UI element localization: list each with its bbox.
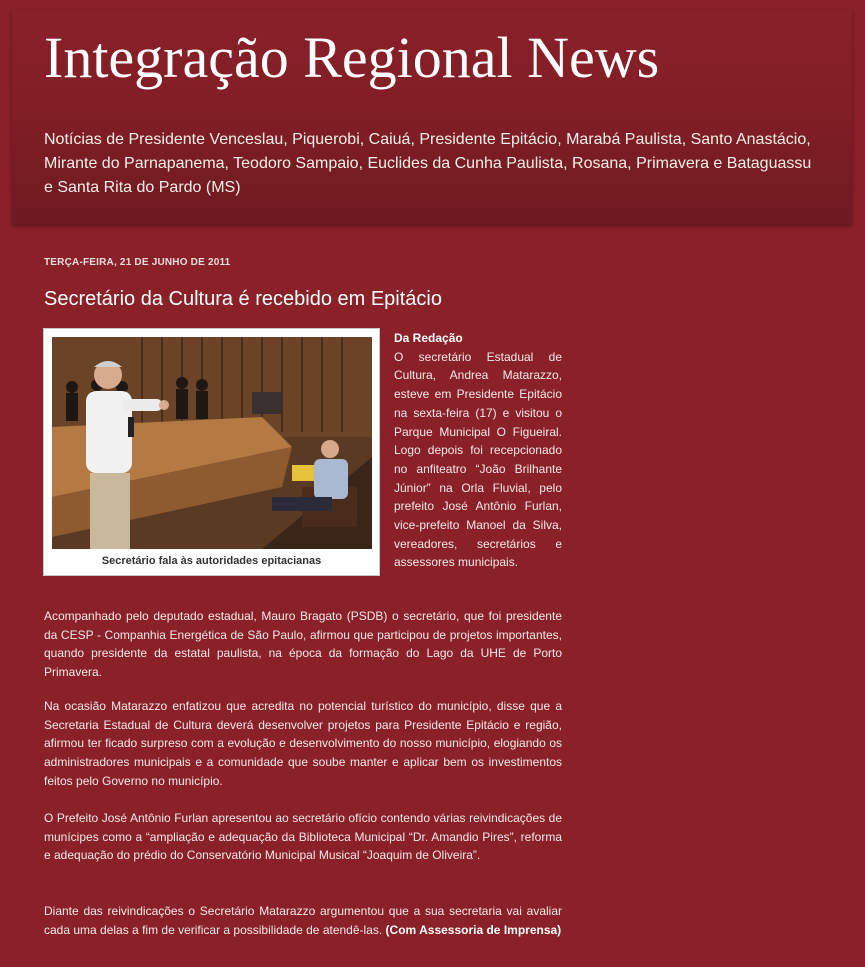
post-paragraph-4 xyxy=(44,902,562,939)
post-credit: (Com Assessoria de Imprensa) xyxy=(385,922,562,937)
post-paragraph-3: O Prefeito José Antônio Furlan apresentou ao secretário ofício contendo várias reivindicações de munícipes como a “ampliação e adequação da Biblioteca Municipal “Dr. Amandio Pires”, reforma e adequação do prédio do Conservatório Municipal Musical “Joaquim de Oliveira”. xyxy=(44,811,562,863)
blog-header xyxy=(12,10,852,224)
post-paragraph-1: Acompanhado pelo deputado estadual, Mauro Bragato (PSDB) o secretário, que foi presidente da CESP - Companhia Energética de São Paulo, afirmou que participou de projetos importantes, quando presidente da estatal paulista, na época da formação do Lago da UHE de Porto Primavera. xyxy=(44,609,562,680)
photo-illustration xyxy=(52,337,372,549)
photo-caption: Secretário fala às autoridades epitacianas xyxy=(101,555,322,567)
post-intro xyxy=(394,329,562,572)
post-paragraph-4-text: Diante das reivindicações o Secretário Matarazzo argumentou que a sua secretaria vai avaliar cada uma delas a fim de verificar a possibilidade de atendê-las. xyxy=(44,904,562,937)
post-lead: Da Redação xyxy=(394,331,463,345)
post-intro-text: O secretário Estadual de Cultura, Andrea Matarazzo, esteve em Presidente Epitácio na sexta-feira (17) e visitou o Parque Municipal O Figueiral. Logo depois foi recepcionado no anfiteatro “João Brilhante Júnior” na Orla Fluvial, pelo prefeito José Antônio Furlan, vice-prefeito Manoel da Silva, vereadores, secretários e assessores municipais. xyxy=(394,349,562,570)
post-photo[interactable] xyxy=(52,337,372,549)
post-date: TERÇA-FEIRA, 21 DE JUNHO DE 2011 xyxy=(44,257,231,268)
post-title[interactable]: Secretário da Cultura é recebido em Epitácio xyxy=(44,288,442,310)
photo-frame xyxy=(43,328,380,576)
blog-description: Notícias de Presidente Venceslau, Piquerobi, Caiuá, Presidente Epitácio, Marabá Paulista, Santo Anastácio, Mirante do Parnapanema, Teodoro Sampaio, Euclides da Cunha Paulista, Rosana, Primavera e Bataguassu e Santa Rita do Pardo (MS) xyxy=(44,131,812,196)
blog-title[interactable]: Integração Regional News xyxy=(44,25,660,90)
post-paragraph-2: Na ocasião Matarazzo enfatizou que acredita no potencial turístico do município, disse que a Secretaria Estadual de Cultura deverá desenvolver projetos para Presidente Epitácio e região, afirmou ter ficado surpreso com a evolução e desenvolvimento do nosso município, elogiando os administradores municipais e a comunidade que soube manter e aplicar bem os investimentos feitos pelo Governo no município. xyxy=(44,699,562,788)
